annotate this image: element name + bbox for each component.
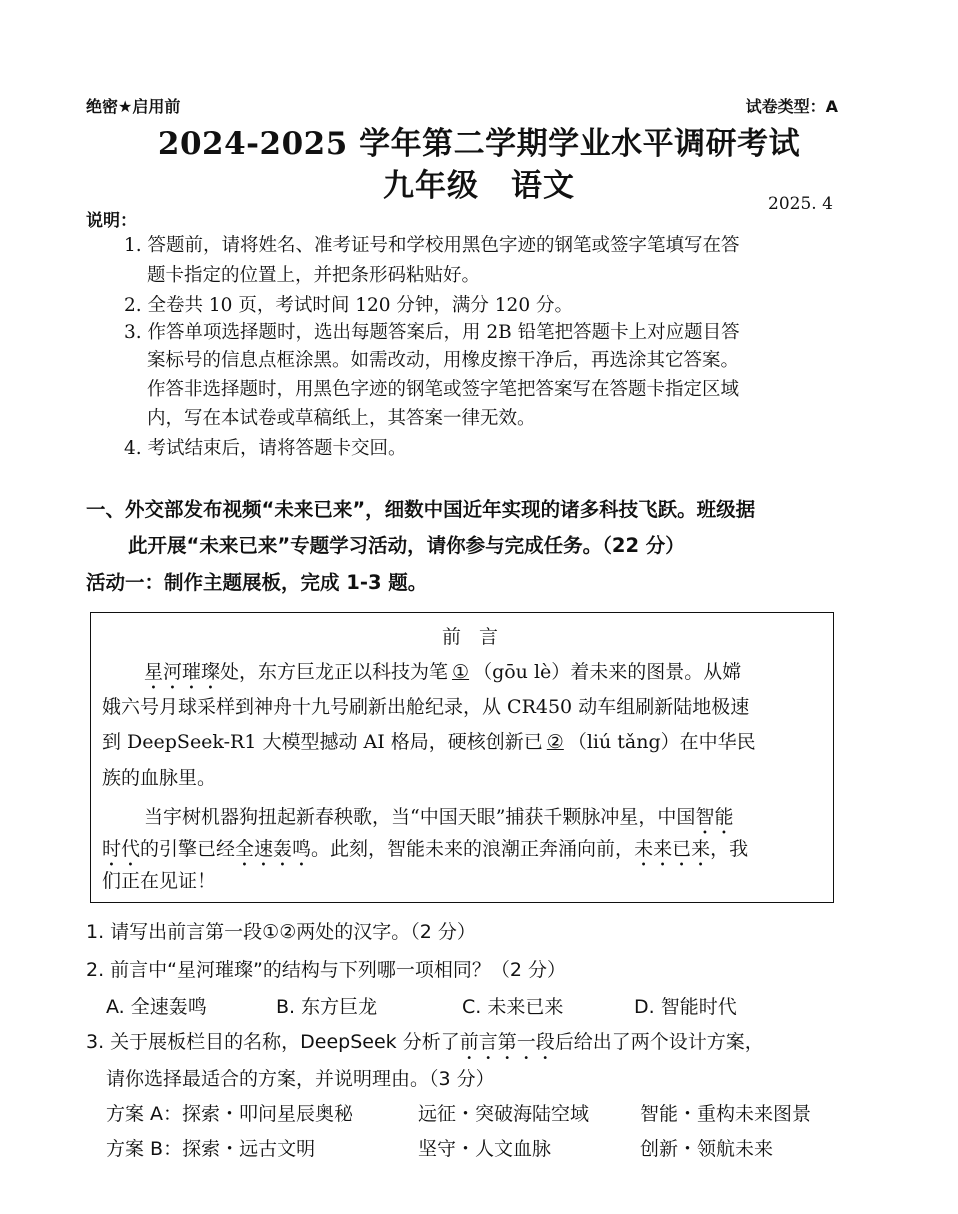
preface-paragraph1-line1: 星河璀璨处，东方巨龙正以科技为笔 ① （gōu lè）着未来的图景。从嫦	[144, 661, 742, 683]
exam-date: 2025. 4	[768, 194, 833, 214]
instruction-line: 4. 考试结束后，请将答题卡交回。	[124, 438, 407, 459]
question-2: 2. 前言中“星河璀璨”的结构与下列哪一项相同？（2 分）	[86, 959, 566, 981]
confidential-label: 绝密★启用前	[86, 97, 181, 116]
option-b: B. 东方巨龙	[276, 996, 378, 1018]
plan-a-item-1: 方案 A：探索・叩问星辰奥秘	[106, 1103, 354, 1125]
exam-subtitle: 九年级 语文	[383, 168, 575, 204]
emphasized-phrase: 全速轰鸣	[235, 838, 312, 860]
option-d: D. 智能时代	[634, 996, 737, 1018]
preface-paragraph1-line2: 娥六号月球采样到神舟十九号刷新出舱纪录，从 CR450 动车组刷新陆地极速	[102, 696, 750, 718]
option-c: C. 未来已来	[462, 996, 564, 1018]
emphasized-phrase: 未来已来	[634, 838, 711, 860]
instruction-line: 题卡指定的位置上，并把条形码粘贴好。	[147, 265, 481, 286]
emphasized-phrase: 星河璀璨	[144, 661, 221, 683]
plan-a-item-3: 智能・重构未来图景	[640, 1103, 812, 1125]
question-3: 3. 关于展板栏目的名称，DeepSeek 分析了前言第一段后给出了两个设计方案，	[86, 1031, 764, 1053]
instruction-line: 内，写在本试卷或草稿纸上，其答案一律无效。	[147, 408, 536, 429]
emphasized-phrase: 时代	[102, 838, 141, 860]
plan-a-item-2: 远征・突破海陆空域	[418, 1103, 590, 1125]
instructions-heading: 说明：	[86, 211, 137, 231]
preface-paragraph2-line1: 当宇树机器狗扭起新春秧歌，当“中国天眼”捕获千颗脉冲星，中国智能	[144, 806, 734, 828]
section1-intro: 一、外交部发布视频“未来已来”，细数中国近年实现的诸多科技飞跃。班级据	[86, 498, 756, 521]
plan-b-item-3: 创新・领航未来	[640, 1138, 774, 1160]
instruction-line: 2. 全卷共 10 页，考试时间 120 分钟，满分 120 分。	[124, 295, 573, 316]
emphasized-phrase: 智能	[695, 806, 734, 828]
question-1: 1. 请写出前言第一段①②两处的汉字。（2 分）	[86, 921, 476, 943]
preface-paragraph2-line2: 时代的引擎已经全速轰鸣。此刻，智能未来的浪潮正奔涌向前，未来已来，我	[102, 838, 749, 860]
plan-b-item-2: 坚守・人文血脉	[418, 1138, 552, 1160]
preface-paragraph2-line3: 们正在见证！	[102, 870, 217, 892]
paper-type-label: 试卷类型：A	[745, 97, 838, 116]
preface-title: 前言	[441, 626, 516, 648]
instruction-line: 1. 答题前，请将姓名、准考证号和学校用黑色字迹的钢笔或签字笔填写在答	[124, 235, 740, 256]
blank-1: ①	[452, 661, 470, 683]
instruction-line: 作答非选择题时，用黑色字迹的钢笔或签字笔把答案写在答题卡指定区域	[147, 379, 740, 400]
instruction-line: 3. 作答单项选择题时，选出每题答案后，用 2B 铅笔把答题卡上对应题目答	[124, 322, 740, 343]
blank-2: ②	[546, 731, 564, 753]
question-3-cont: 请你选择最适合的方案，并说明理由。（3 分）	[106, 1068, 495, 1090]
instruction-line: 案标号的信息点框涂黑。如需改动，用橡皮擦干净后，再选涂其它答案。	[147, 350, 740, 371]
preface-paragraph1-line4: 族的血脉里。	[102, 767, 217, 789]
preface-paragraph1-line3: 到 DeepSeek-R1 大模型撼动 AI 格局，硬核创新已 ② （liú tǎng）在中华民	[102, 731, 756, 753]
section1-intro-cont: 此开展“未来已来”专题学习活动，请你参与完成任务。（22 分）	[128, 534, 685, 557]
emphasized-phrase: 前言第一段	[459, 1031, 555, 1053]
activity-heading: 活动一：制作主题展板，完成 1-3 题。	[86, 571, 428, 594]
exam-title: 2024-2025 学年第二学期学业水平调研考试	[157, 126, 801, 162]
plan-b-item-1: 方案 B：探索・远古文明	[106, 1138, 316, 1160]
option-a: A. 全速轰鸣	[106, 996, 207, 1018]
